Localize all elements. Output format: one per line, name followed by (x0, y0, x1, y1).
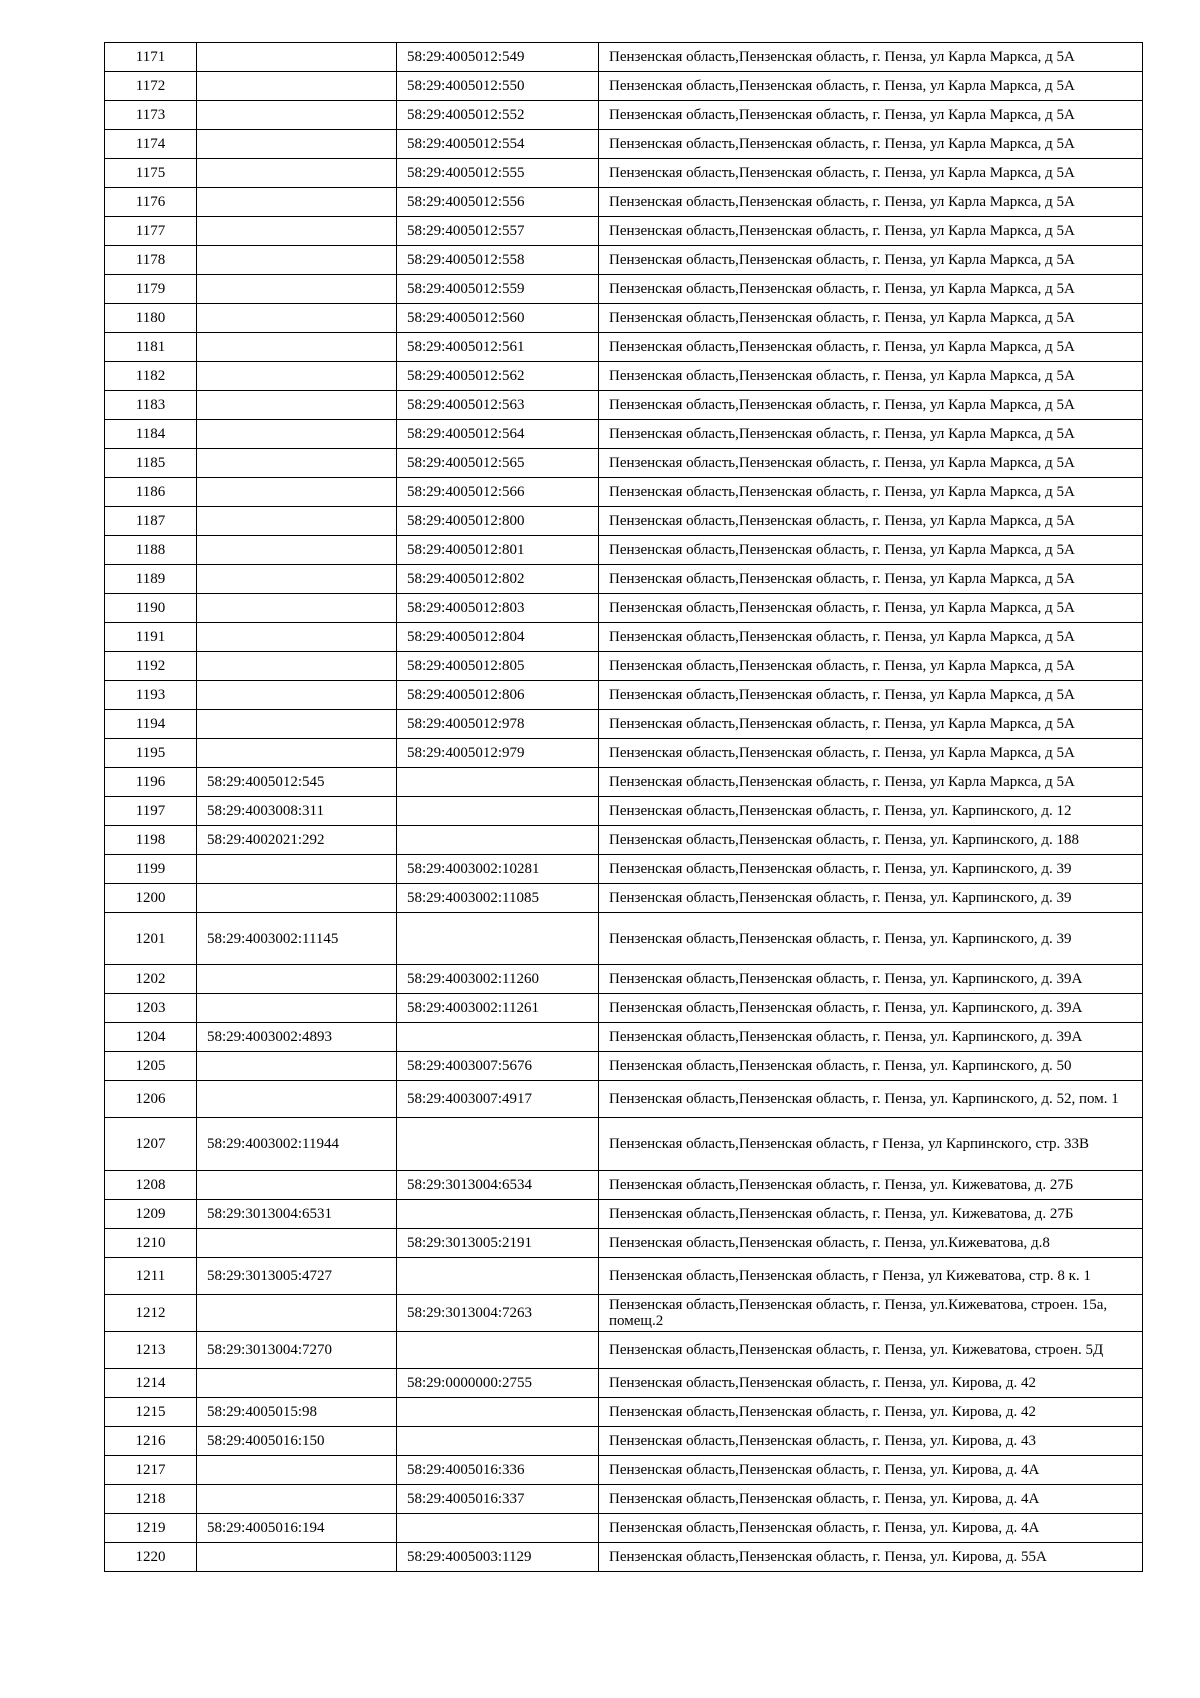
row-number-cell: 1212 (105, 1295, 197, 1332)
cadastral-number-cell (197, 1369, 397, 1398)
table-row (105, 884, 1143, 913)
cadastral-number-alt-cell: 58:29:4005012:556 (397, 188, 599, 217)
cadastral-number-cell (197, 507, 397, 536)
cadastral-number-alt-cell: 58:29:4005012:549 (397, 43, 599, 72)
cadastral-number-cell (197, 1081, 397, 1118)
row-number-cell: 1184 (105, 420, 197, 449)
address-cell: Пензенская область,Пензенская область, г. Пенза, ул Карла Маркса, д 5А (599, 362, 1143, 391)
table-row (105, 1081, 1143, 1118)
cadastral-number-alt-cell: 58:29:4005016:337 (397, 1485, 599, 1514)
table-row (105, 1456, 1143, 1485)
row-number-cell: 1220 (105, 1543, 197, 1572)
cadastral-number-alt-cell (397, 1332, 599, 1369)
row-number-cell: 1207 (105, 1118, 197, 1171)
table-row (105, 1229, 1143, 1258)
cadastral-number-cell (197, 1456, 397, 1485)
cadastral-number-alt-cell: 58:29:4005012:563 (397, 391, 599, 420)
row-number-cell: 1218 (105, 1485, 197, 1514)
address-cell: Пензенская область,Пензенская область, г. Пенза, ул Карла Маркса, д 5А (599, 594, 1143, 623)
cadastral-number-cell (197, 101, 397, 130)
table-row (105, 391, 1143, 420)
row-number-cell: 1187 (105, 507, 197, 536)
table-row (105, 1118, 1143, 1171)
cadastral-number-cell (197, 739, 397, 768)
cadastral-number-cell (197, 1171, 397, 1200)
row-number-cell: 1191 (105, 623, 197, 652)
address-cell: Пензенская область,Пензенская область, г. Пенза, ул. Кижеватова, д. 27Б (599, 1171, 1143, 1200)
address-cell: Пензенская область,Пензенская область, г. Пенза, ул. Карпинского, д. 39А (599, 1023, 1143, 1052)
table-row (105, 768, 1143, 797)
address-cell: Пензенская область,Пензенская область, г. Пенза, ул Карла Маркса, д 5А (599, 391, 1143, 420)
cadastral-number-cell (197, 710, 397, 739)
cadastral-number-alt-cell: 58:29:4005012:979 (397, 739, 599, 768)
cadastral-number-cell (197, 449, 397, 478)
table-row (105, 1427, 1143, 1456)
cadastral-number-alt-cell: 58:29:4005012:560 (397, 304, 599, 333)
cadastral-number-alt-cell (397, 913, 599, 965)
cadastral-number-cell (197, 855, 397, 884)
row-number-cell: 1213 (105, 1332, 197, 1369)
cadastral-number-cell (197, 565, 397, 594)
cadastral-number-alt-cell (397, 1258, 599, 1295)
address-cell: Пензенская область,Пензенская область, г. Пенза, ул. Карпинского, д. 39 (599, 855, 1143, 884)
row-number-cell: 1175 (105, 159, 197, 188)
row-number-cell: 1219 (105, 1514, 197, 1543)
address-cell: Пензенская область,Пензенская область, г. Пенза, ул. Кирова, д. 4А (599, 1485, 1143, 1514)
address-cell: Пензенская область,Пензенская область, г. Пенза, ул. Кижеватова, строен. 5Д (599, 1332, 1143, 1369)
table-row (105, 43, 1143, 72)
cadastral-number-cell: 58:29:4003002:4893 (197, 1023, 397, 1052)
address-cell: Пензенская область,Пензенская область, г. Пенза, ул. Карпинского, д. 188 (599, 826, 1143, 855)
table-row (105, 188, 1143, 217)
row-number-cell: 1201 (105, 913, 197, 965)
table-row (105, 333, 1143, 362)
cadastral-number-cell (197, 420, 397, 449)
table-row (105, 855, 1143, 884)
table-row (105, 594, 1143, 623)
table-row (105, 159, 1143, 188)
row-number-cell: 1171 (105, 43, 197, 72)
row-number-cell: 1178 (105, 246, 197, 275)
cadastral-number-alt-cell: 58:29:4003002:11261 (397, 994, 599, 1023)
table-row (105, 1258, 1143, 1295)
address-cell: Пензенская область,Пензенская область, г. Пенза, ул. Карпинского, д. 50 (599, 1052, 1143, 1081)
address-cell: Пензенская область,Пензенская область, г. Пенза, ул. Кирова, д. 55А (599, 1543, 1143, 1572)
cadastral-number-alt-cell (397, 768, 599, 797)
cadastral-number-cell: 58:29:4003002:11944 (197, 1118, 397, 1171)
table-row (105, 913, 1143, 965)
table-row (105, 797, 1143, 826)
cadastral-number-alt-cell (397, 1118, 599, 1171)
cadastral-number-cell: 58:29:3013005:4727 (197, 1258, 397, 1295)
address-cell: Пензенская область,Пензенская область, г. Пенза, ул Карла Маркса, д 5А (599, 449, 1143, 478)
row-number-cell: 1197 (105, 797, 197, 826)
address-cell: Пензенская область,Пензенская область, г. Пенза, ул Карла Маркса, д 5А (599, 536, 1143, 565)
address-cell: Пензенская область,Пензенская область, г. Пенза, ул Карла Маркса, д 5А (599, 507, 1143, 536)
address-cell: Пензенская область,Пензенская область, г. Пенза, ул Карла Маркса, д 5А (599, 101, 1143, 130)
table-row (105, 739, 1143, 768)
cadastral-number-cell (197, 362, 397, 391)
cadastral-number-alt-cell (397, 797, 599, 826)
cadastral-number-cell: 58:29:3013004:7270 (197, 1332, 397, 1369)
table-row (105, 710, 1143, 739)
row-number-cell: 1200 (105, 884, 197, 913)
address-cell: Пензенская область,Пензенская область, г. Пенза, ул Карла Маркса, д 5А (599, 159, 1143, 188)
address-cell: Пензенская область,Пензенская область, г. Пенза, ул Карла Маркса, д 5А (599, 652, 1143, 681)
row-number-cell: 1179 (105, 275, 197, 304)
address-cell: Пензенская область,Пензенская область, г. Пенза, ул. Карпинского, д. 39 (599, 884, 1143, 913)
cadastral-number-cell (197, 623, 397, 652)
table-row (105, 965, 1143, 994)
cadastral-number-cell (197, 217, 397, 246)
table-row (105, 1023, 1143, 1052)
cadastral-number-cell (197, 1229, 397, 1258)
cadastral-number-alt-cell: 58:29:4005012:554 (397, 130, 599, 159)
cadastral-number-cell (197, 159, 397, 188)
cadastral-number-cell (197, 43, 397, 72)
table-row (105, 449, 1143, 478)
cadastral-number-alt-cell (397, 1023, 599, 1052)
table-row (105, 420, 1143, 449)
address-cell: Пензенская область,Пензенская область, г. Пенза, ул. Карпинского, д. 52, пом. 1 (599, 1081, 1143, 1118)
cadastral-number-alt-cell: 58:29:4005012:806 (397, 681, 599, 710)
address-cell: Пензенская область,Пензенская область, г. Пенза, ул. Кирова, д. 42 (599, 1398, 1143, 1427)
cadastral-number-cell (197, 536, 397, 565)
cadastral-number-cell (197, 884, 397, 913)
cadastral-number-alt-cell: 58:29:4005012:804 (397, 623, 599, 652)
table-row (105, 130, 1143, 159)
table-row (105, 1332, 1143, 1369)
cadastral-number-alt-cell: 58:29:4003007:5676 (397, 1052, 599, 1081)
table-row (105, 1485, 1143, 1514)
address-cell: Пензенская область,Пензенская область, г. Пенза, ул Карла Маркса, д 5А (599, 681, 1143, 710)
row-number-cell: 1176 (105, 188, 197, 217)
row-number-cell: 1211 (105, 1258, 197, 1295)
address-cell: Пензенская область,Пензенская область, г Пенза, ул Карпинского, стр. 33В (599, 1118, 1143, 1171)
row-number-cell: 1173 (105, 101, 197, 130)
cadastral-number-alt-cell: 58:29:4005012:552 (397, 101, 599, 130)
cadastral-number-cell (197, 188, 397, 217)
cadastral-number-alt-cell: 58:29:4003002:10281 (397, 855, 599, 884)
cadastral-number-cell (197, 1543, 397, 1572)
cadastral-number-alt-cell: 58:29:0000000:2755 (397, 1369, 599, 1398)
cadastral-number-cell (197, 1295, 397, 1332)
row-number-cell: 1202 (105, 965, 197, 994)
row-number-cell: 1199 (105, 855, 197, 884)
row-number-cell: 1186 (105, 478, 197, 507)
table-row (105, 1171, 1143, 1200)
cadastral-number-cell (197, 333, 397, 362)
cadastral-number-cell: 58:29:4005012:545 (197, 768, 397, 797)
cadastral-number-cell: 58:29:4002021:292 (197, 826, 397, 855)
cadastral-number-cell: 58:29:4005016:150 (197, 1427, 397, 1456)
table-row (105, 101, 1143, 130)
cadastral-number-cell (197, 652, 397, 681)
address-cell: Пензенская область,Пензенская область, г. Пенза, ул Карла Маркса, д 5А (599, 275, 1143, 304)
address-cell: Пензенская область,Пензенская область, г. Пенза, ул Карла Маркса, д 5А (599, 217, 1143, 246)
table-row (105, 1543, 1143, 1572)
row-number-cell: 1206 (105, 1081, 197, 1118)
cadastral-number-alt-cell: 58:29:4005012:561 (397, 333, 599, 362)
address-cell: Пензенская область,Пензенская область, г. Пенза, ул.Кижеватова, д.8 (599, 1229, 1143, 1258)
row-number-cell: 1192 (105, 652, 197, 681)
address-cell: Пензенская область,Пензенская область, г. Пенза, ул Карла Маркса, д 5А (599, 565, 1143, 594)
address-cell: Пензенская область,Пензенская область, г. Пенза, ул. Карпинского, д. 39А (599, 994, 1143, 1023)
row-number-cell: 1216 (105, 1427, 197, 1456)
cadastral-number-cell (197, 965, 397, 994)
cadastral-number-cell (197, 246, 397, 275)
table-row (105, 217, 1143, 246)
address-cell: Пензенская область,Пензенская область, г. Пенза, ул. Кирова, д. 43 (599, 1427, 1143, 1456)
cadastral-number-alt-cell: 58:29:4003007:4917 (397, 1081, 599, 1118)
row-number-cell: 1214 (105, 1369, 197, 1398)
table-row (105, 1295, 1143, 1332)
table-row (105, 652, 1143, 681)
registry-table-body (105, 43, 1143, 1572)
row-number-cell: 1205 (105, 1052, 197, 1081)
row-number-cell: 1180 (105, 304, 197, 333)
address-cell: Пензенская область,Пензенская область, г. Пенза, ул Карла Маркса, д 5А (599, 478, 1143, 507)
table-row (105, 246, 1143, 275)
address-cell: Пензенская область,Пензенская область, г. Пенза, ул. Кирова, д. 4А (599, 1456, 1143, 1485)
cadastral-number-alt-cell (397, 1427, 599, 1456)
row-number-cell: 1172 (105, 72, 197, 101)
cadastral-number-cell: 58:29:4005016:194 (197, 1514, 397, 1543)
row-number-cell: 1193 (105, 681, 197, 710)
address-cell: Пензенская область,Пензенская область, г. Пенза, ул Карла Маркса, д 5А (599, 130, 1143, 159)
row-number-cell: 1189 (105, 565, 197, 594)
cadastral-number-alt-cell: 58:29:4005012:557 (397, 217, 599, 246)
cadastral-number-alt-cell: 58:29:4005012:800 (397, 507, 599, 536)
cadastral-number-cell (197, 478, 397, 507)
table-row (105, 1369, 1143, 1398)
cadastral-number-alt-cell: 58:29:4005012:803 (397, 594, 599, 623)
table-row (105, 623, 1143, 652)
row-number-cell: 1181 (105, 333, 197, 362)
cadastral-number-alt-cell (397, 1398, 599, 1427)
cadastral-number-cell (197, 304, 397, 333)
cadastral-number-cell (197, 275, 397, 304)
address-cell: Пензенская область,Пензенская область, г Пенза, ул Кижеватова, стр. 8 к. 1 (599, 1258, 1143, 1295)
row-number-cell: 1183 (105, 391, 197, 420)
cadastral-number-alt-cell: 58:29:4005012:978 (397, 710, 599, 739)
table-row (105, 1052, 1143, 1081)
cadastral-number-alt-cell (397, 1200, 599, 1229)
address-cell: Пензенская область,Пензенская область, г. Пенза, ул. Карпинского, д. 39А (599, 965, 1143, 994)
cadastral-number-alt-cell: 58:29:4005003:1129 (397, 1543, 599, 1572)
cadastral-number-alt-cell: 58:29:4005012:562 (397, 362, 599, 391)
address-cell: Пензенская область,Пензенская область, г. Пенза, ул Карла Маркса, д 5А (599, 768, 1143, 797)
cadastral-number-cell (197, 391, 397, 420)
cadastral-number-cell (197, 594, 397, 623)
cadastral-number-alt-cell: 58:29:4005012:802 (397, 565, 599, 594)
table-row (105, 362, 1143, 391)
address-cell: Пензенская область,Пензенская область, г. Пенза, ул. Карпинского, д. 12 (599, 797, 1143, 826)
cadastral-number-alt-cell: 58:29:4005012:566 (397, 478, 599, 507)
address-cell: Пензенская область,Пензенская область, г. Пенза, ул Карла Маркса, д 5А (599, 72, 1143, 101)
address-cell: Пензенская область,Пензенская область, г. Пенза, ул.Кижеватова, строен. 15а, помещ.2 (599, 1295, 1143, 1332)
address-cell: Пензенская область,Пензенская область, г. Пенза, ул. Кирова, д. 42 (599, 1369, 1143, 1398)
address-cell: Пензенская область,Пензенская область, г. Пенза, ул Карла Маркса, д 5А (599, 43, 1143, 72)
cadastral-number-cell: 58:29:3013004:6531 (197, 1200, 397, 1229)
table-row (105, 304, 1143, 333)
row-number-cell: 1209 (105, 1200, 197, 1229)
cadastral-number-alt-cell: 58:29:4005012:555 (397, 159, 599, 188)
table-row (105, 275, 1143, 304)
cadastral-number-alt-cell (397, 1514, 599, 1543)
cadastral-number-cell (197, 1485, 397, 1514)
table-row (105, 1200, 1143, 1229)
row-number-cell: 1217 (105, 1456, 197, 1485)
table-row (105, 1514, 1143, 1543)
cadastral-number-alt-cell (397, 826, 599, 855)
cadastral-number-cell (197, 130, 397, 159)
table-row (105, 72, 1143, 101)
address-cell: Пензенская область,Пензенская область, г. Пенза, ул Карла Маркса, д 5А (599, 739, 1143, 768)
address-cell: Пензенская область,Пензенская область, г. Пенза, ул Карла Маркса, д 5А (599, 420, 1143, 449)
row-number-cell: 1198 (105, 826, 197, 855)
table-row (105, 681, 1143, 710)
address-cell: Пензенская область,Пензенская область, г. Пенза, ул Карла Маркса, д 5А (599, 188, 1143, 217)
cadastral-number-cell (197, 1052, 397, 1081)
row-number-cell: 1195 (105, 739, 197, 768)
cadastral-number-cell: 58:29:4005015:98 (197, 1398, 397, 1427)
cadastral-number-alt-cell: 58:29:4005012:558 (397, 246, 599, 275)
cadastral-number-alt-cell: 58:29:4005016:336 (397, 1456, 599, 1485)
cadastral-number-alt-cell: 58:29:4005012:550 (397, 72, 599, 101)
cadastral-number-alt-cell: 58:29:3013004:6534 (397, 1171, 599, 1200)
address-cell: Пензенская область,Пензенская область, г. Пенза, ул. Кижеватова, д. 27Б (599, 1200, 1143, 1229)
table-row (105, 478, 1143, 507)
row-number-cell: 1190 (105, 594, 197, 623)
cadastral-number-alt-cell: 58:29:4005012:564 (397, 420, 599, 449)
cadastral-number-alt-cell: 58:29:4005012:805 (397, 652, 599, 681)
table-row (105, 536, 1143, 565)
registry-table (104, 42, 1143, 1572)
cadastral-number-cell: 58:29:4003008:311 (197, 797, 397, 826)
cadastral-number-alt-cell: 58:29:4005012:565 (397, 449, 599, 478)
address-cell: Пензенская область,Пензенская область, г. Пенза, ул Карла Маркса, д 5А (599, 246, 1143, 275)
cadastral-number-alt-cell: 58:29:4005012:559 (397, 275, 599, 304)
cadastral-number-cell (197, 681, 397, 710)
address-cell: Пензенская область,Пензенская область, г. Пенза, ул Карла Маркса, д 5А (599, 623, 1143, 652)
row-number-cell: 1182 (105, 362, 197, 391)
address-cell: Пензенская область,Пензенская область, г. Пенза, ул. Карпинского, д. 39 (599, 913, 1143, 965)
row-number-cell: 1208 (105, 1171, 197, 1200)
address-cell: Пензенская область,Пензенская область, г. Пенза, ул Карла Маркса, д 5А (599, 710, 1143, 739)
row-number-cell: 1185 (105, 449, 197, 478)
cadastral-number-cell (197, 72, 397, 101)
row-number-cell: 1204 (105, 1023, 197, 1052)
cadastral-number-cell: 58:29:4003002:11145 (197, 913, 397, 965)
row-number-cell: 1174 (105, 130, 197, 159)
row-number-cell: 1210 (105, 1229, 197, 1258)
table-row (105, 507, 1143, 536)
table-row (105, 826, 1143, 855)
cadastral-number-cell (197, 994, 397, 1023)
table-row (105, 994, 1143, 1023)
table-row (105, 1398, 1143, 1427)
row-number-cell: 1196 (105, 768, 197, 797)
cadastral-number-alt-cell: 58:29:4003002:11260 (397, 965, 599, 994)
address-cell: Пензенская область,Пензенская область, г. Пенза, ул Карла Маркса, д 5А (599, 304, 1143, 333)
cadastral-number-alt-cell: 58:29:3013004:7263 (397, 1295, 599, 1332)
row-number-cell: 1188 (105, 536, 197, 565)
row-number-cell: 1177 (105, 217, 197, 246)
address-cell: Пензенская область,Пензенская область, г. Пенза, ул. Кирова, д. 4А (599, 1514, 1143, 1543)
row-number-cell: 1194 (105, 710, 197, 739)
cadastral-number-alt-cell: 58:29:4005012:801 (397, 536, 599, 565)
row-number-cell: 1203 (105, 994, 197, 1023)
table-row (105, 565, 1143, 594)
cadastral-number-alt-cell: 58:29:3013005:2191 (397, 1229, 599, 1258)
row-number-cell: 1215 (105, 1398, 197, 1427)
cadastral-number-alt-cell: 58:29:4003002:11085 (397, 884, 599, 913)
address-cell: Пензенская область,Пензенская область, г. Пенза, ул Карла Маркса, д 5А (599, 333, 1143, 362)
